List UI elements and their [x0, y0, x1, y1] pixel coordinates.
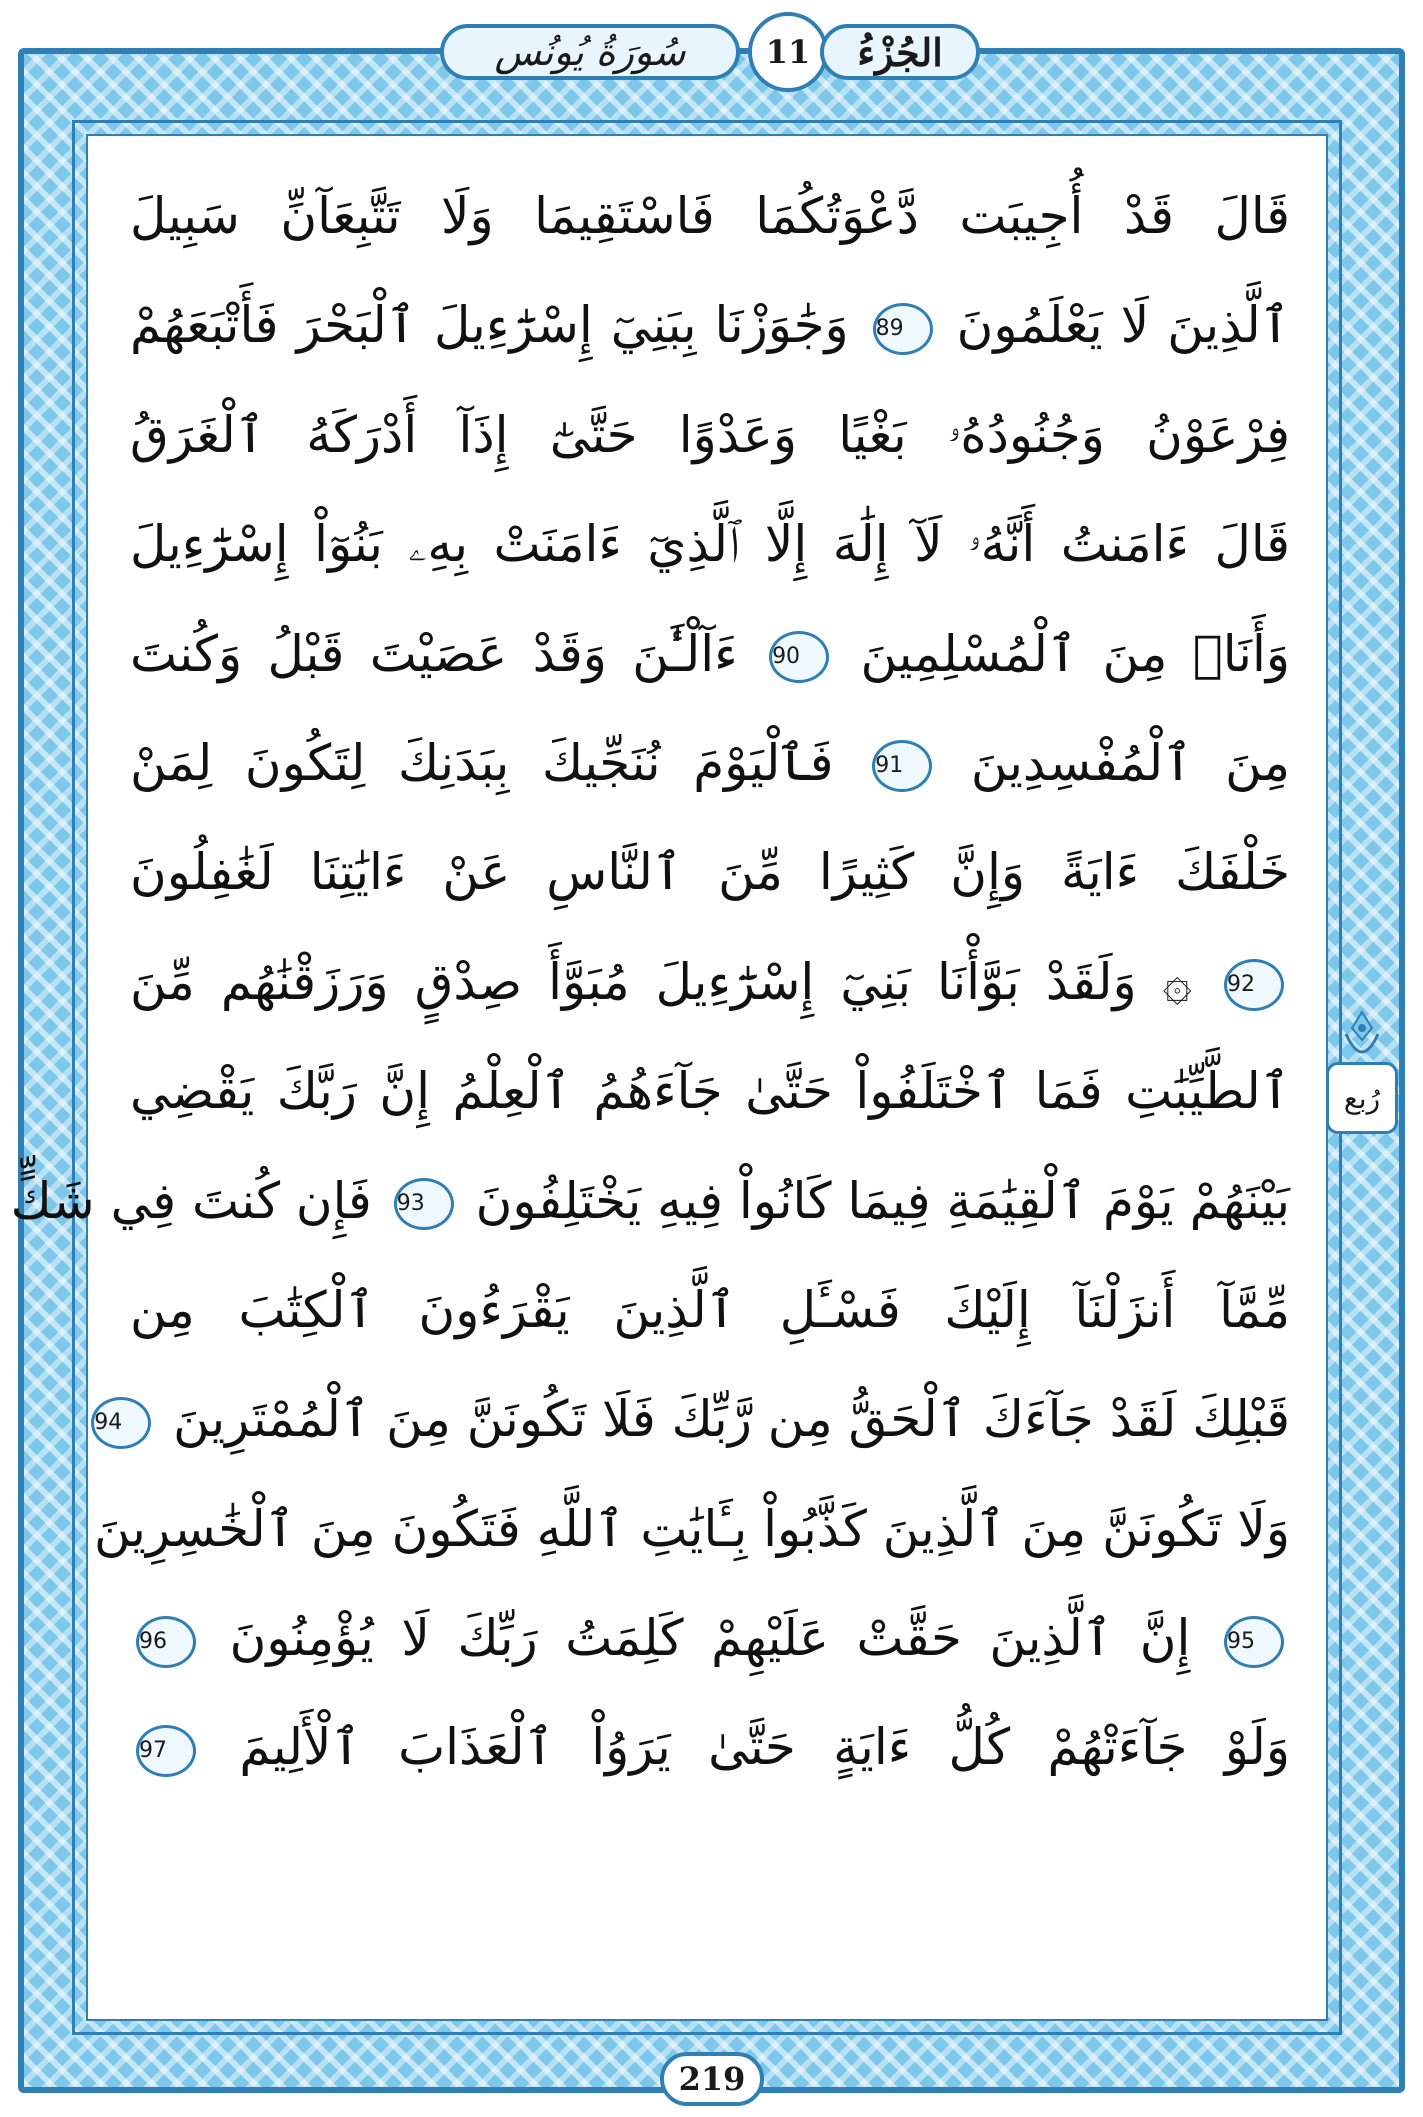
text-line — [130, 600, 1290, 709]
verse-text: قَالَ ءَامَنتُ أَنَّهُۥ لَآ إِلَٰهَ إِلَّا ٱلَّذِيٓ ءَامَنَتْ بِهِۦ بَنُوٓاْ إِسْرَٰٓءِيلَ — [130, 515, 1290, 574]
verse-text: مِّمَّآ أَنزَلْنَآ إِلَيْكَ فَسْـَٔلِ ٱلَّذِينَ يَقْرَءُونَ ٱلْكِتَٰبَ مِن — [130, 1280, 1290, 1339]
verse-text: فِرْعَوْنُ وَجُنُودُهُۥ بَغْيًا وَعَدْوًا حَتَّىٰٓ إِذَآ أَدْرَكَهُ ٱلْغَرَقُ — [130, 405, 1290, 464]
ayah-number-marker: 90 — [769, 631, 829, 683]
text-line — [10, 1147, 1290, 1256]
text-line — [130, 1037, 1290, 1146]
ayah-number-marker: 91 — [872, 740, 932, 792]
text-line — [130, 490, 1290, 599]
ayah-number-marker: 94 — [91, 1397, 151, 1449]
ayah-number-marker: 96 — [136, 1616, 196, 1668]
ayah-number-marker: 95 — [1224, 1616, 1284, 1668]
surah-name-label: سُورَةُ يُونُس — [440, 24, 740, 80]
rub-ornament-icon — [1338, 1010, 1386, 1066]
ayah-number-marker: 93 — [394, 1178, 454, 1230]
text-line — [130, 709, 1290, 818]
verse-text: ۞ وَلَقَدْ بَوَّأْنَا بَنِيٓ إِسْرَٰٓءِيلَ مُبَوَّأَ صِدْقٍ وَرَزَقْنَٰهُم مِّنَ — [130, 952, 1192, 1011]
text-line — [130, 162, 1290, 271]
text-line — [130, 928, 1290, 1037]
juz-number-badge: 11 — [748, 12, 828, 92]
verse-text: بَيْنَهُمْ يَوْمَ ٱلْقِيَٰمَةِ فِيمَا كَانُواْ فِيهِ يَخْتَلِفُونَ — [475, 1171, 1290, 1230]
quran-text — [10, 162, 1290, 1803]
verse-text: ٱلطَّيِّبَٰتِ فَمَا ٱخْتَلَفُواْ حَتَّىٰ جَآءَهُمُ ٱلْعِلْمُ إِنَّ رَبَّكَ يَقْضِي — [130, 1062, 1290, 1121]
verse-text: إِنَّ ٱلَّذِينَ حَقَّتْ عَلَيْهِمْ كَلِمَتُ رَبِّكَ لَا يُؤْمِنُونَ — [229, 1609, 1191, 1668]
text-line — [94, 1475, 1290, 1584]
text-line — [130, 381, 1290, 490]
juz-label: الجُزْءُ — [820, 24, 980, 80]
text-line — [130, 1693, 1290, 1802]
page-number: 219 — [660, 2052, 764, 2106]
verse-text: خَلْفَكَ ءَايَةً وَإِنَّ كَثِيرًا مِّنَ ٱلنَّاسِ عَنْ ءَايَٰتِنَا لَغَٰفِلُونَ — [130, 843, 1290, 902]
verse-text: قَالَ قَدْ أُجِيبَت دَّعْوَتُكُمَا فَاسْتَقِيمَا وَلَا تَتَّبِعَآنِّ سَبِيلَ — [130, 187, 1290, 245]
verse-text: ٱلَّذِينَ لَا يَعْلَمُونَ — [956, 296, 1290, 355]
rub-hizb-marker — [1326, 1010, 1400, 1130]
ayah-number-marker: 89 — [873, 303, 933, 355]
verse-text: فَإِن كُنتَ فِي شَكٍّ — [10, 1171, 372, 1230]
verse-text: وَجَٰوَزْنَا بِبَنِيٓ إِسْرَٰٓءِيلَ ٱلْبَحْرَ فَأَتْبَعَهُمْ — [130, 296, 849, 355]
text-line — [130, 1256, 1290, 1365]
ayah-number-marker: 97 — [136, 1725, 196, 1777]
text-line — [130, 1584, 1290, 1693]
text-line — [130, 818, 1290, 927]
verse-text: ءَآلْـَٰٔنَ وَقَدْ عَصَيْتَ قَبْلُ وَكُنتَ — [130, 624, 738, 683]
text-line — [94, 1365, 1290, 1474]
verse-text: قَبْلِكَ لَقَدْ جَآءَكَ ٱلْحَقُّ مِن رَّبِّكَ فَلَا تَكُونَنَّ مِنَ ٱلْمُمْتَرِينَ — [173, 1390, 1290, 1449]
page-header — [440, 8, 980, 94]
verse-text: فَٱلْيَوْمَ نُنَجِّيكَ بِبَدَنِكَ لِتَكُونَ لِمَنْ — [130, 733, 834, 792]
verse-text: وَأَنَا۠ مِنَ ٱلْمُسْلِمِينَ — [860, 624, 1290, 683]
verse-text: مِنَ ٱلْمُفْسِدِينَ — [970, 733, 1290, 792]
verse-text: وَلَا تَكُونَنَّ مِنَ ٱلَّذِينَ كَذَّبُواْ بِـَٔايَٰتِ ٱللَّهِ فَتَكُونَ مِنَ ٱلْخَٰسِرِينَ — [94, 1499, 1290, 1558]
ayah-number-marker: 92 — [1224, 959, 1284, 1011]
rub-label: رُبع — [1326, 1062, 1398, 1134]
text-line — [130, 271, 1290, 380]
verse-text: وَلَوْ جَآءَتْهُمْ كُلُّ ءَايَةٍ حَتَّىٰ يَرَوُاْ ٱلْعَذَابَ ٱلْأَلِيمَ — [239, 1718, 1290, 1777]
